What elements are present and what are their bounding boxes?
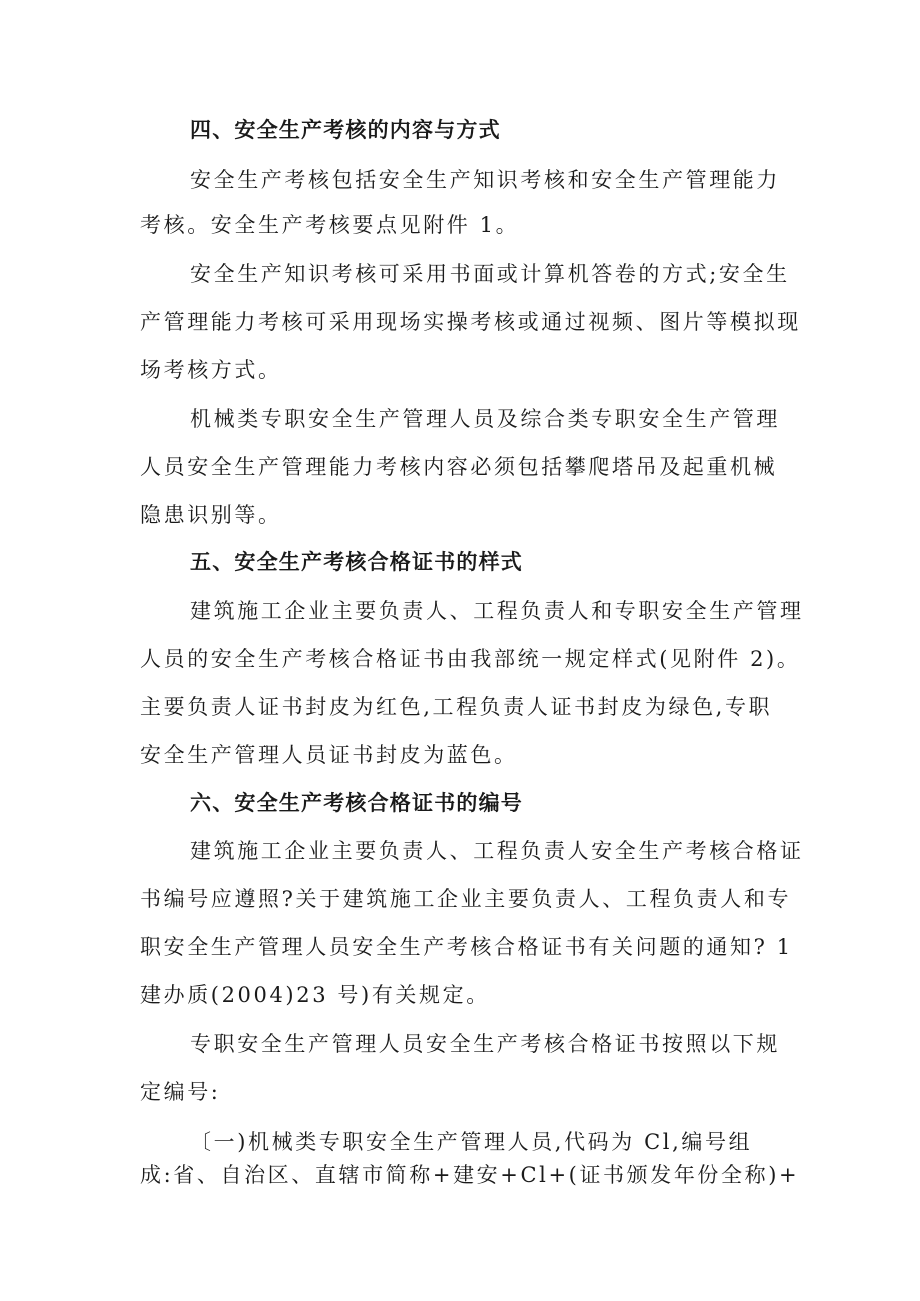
paragraph-line: 主要负责人证书封皮为红色,工程负责人证书封皮为绿色,专职 <box>140 695 773 719</box>
paragraph-line: 场考核方式。 <box>140 358 282 382</box>
paragraph-line: 人员安全生产管理能力考核内容必须包括攀爬塔吊及起重机械 <box>140 455 778 479</box>
paragraph-line: 产管理能力考核可采用现场实操考核或通过视频、图片等模拟现 <box>140 310 801 334</box>
paragraph-line: 隐患识别等。 <box>140 503 282 527</box>
paragraph-line: 机械类专职安全生产管理人员及综合类专职安全生产管理 <box>190 407 780 431</box>
paragraph-line: 成:省、自治区、直辖市简称+建安+Cl+(证书颁发年份全称)+ <box>140 1163 800 1187</box>
paragraph-line: 建筑施工企业主要负责人、工程负责人和专职安全生产管理 <box>190 599 804 623</box>
paragraph-line: 建筑施工企业主要负责人、工程负责人安全生产考核合格证 <box>190 839 804 863</box>
paragraph-line: 〔一)机械类专职安全生产管理人员,代码为 Cl,编号组 <box>190 1130 753 1154</box>
paragraph-line: 安全生产考核包括安全生产知识考核和安全生产管理能力 <box>190 168 780 192</box>
paragraph-line: 书编号应遵照?关于建筑施工企业主要负责人、工程负责人和专 <box>140 887 792 911</box>
paragraph-line: 建办质(2004)23 号)有关规定。 <box>140 983 490 1007</box>
paragraph-line: 人员的安全生产考核合格证书由我部统一规定样式(见附件 2)。 <box>140 647 801 671</box>
paragraph-line: 考核。安全生产考核要点见附件 1。 <box>140 213 520 237</box>
paragraph-line: 安全生产知识考核可采用书面或计算机答卷的方式;安全生 <box>190 262 790 286</box>
paragraph-line: 安全生产管理人员证书封皮为蓝色。 <box>140 743 518 767</box>
paragraph-line: 专职安全生产管理人员安全生产考核合格证书按照以下规 <box>190 1032 780 1056</box>
section-heading-5: 五、安全生产考核合格证书的样式 <box>190 549 523 574</box>
section-heading-4: 四、安全生产考核的内容与方式 <box>190 117 501 142</box>
section-heading-6: 六、安全生产考核合格证书的编号 <box>190 790 523 815</box>
paragraph-line: 职安全生产管理人员安全生产考核合格证书有关问题的通知? 1 <box>140 935 793 959</box>
paragraph-line: 定编号: <box>140 1080 221 1104</box>
